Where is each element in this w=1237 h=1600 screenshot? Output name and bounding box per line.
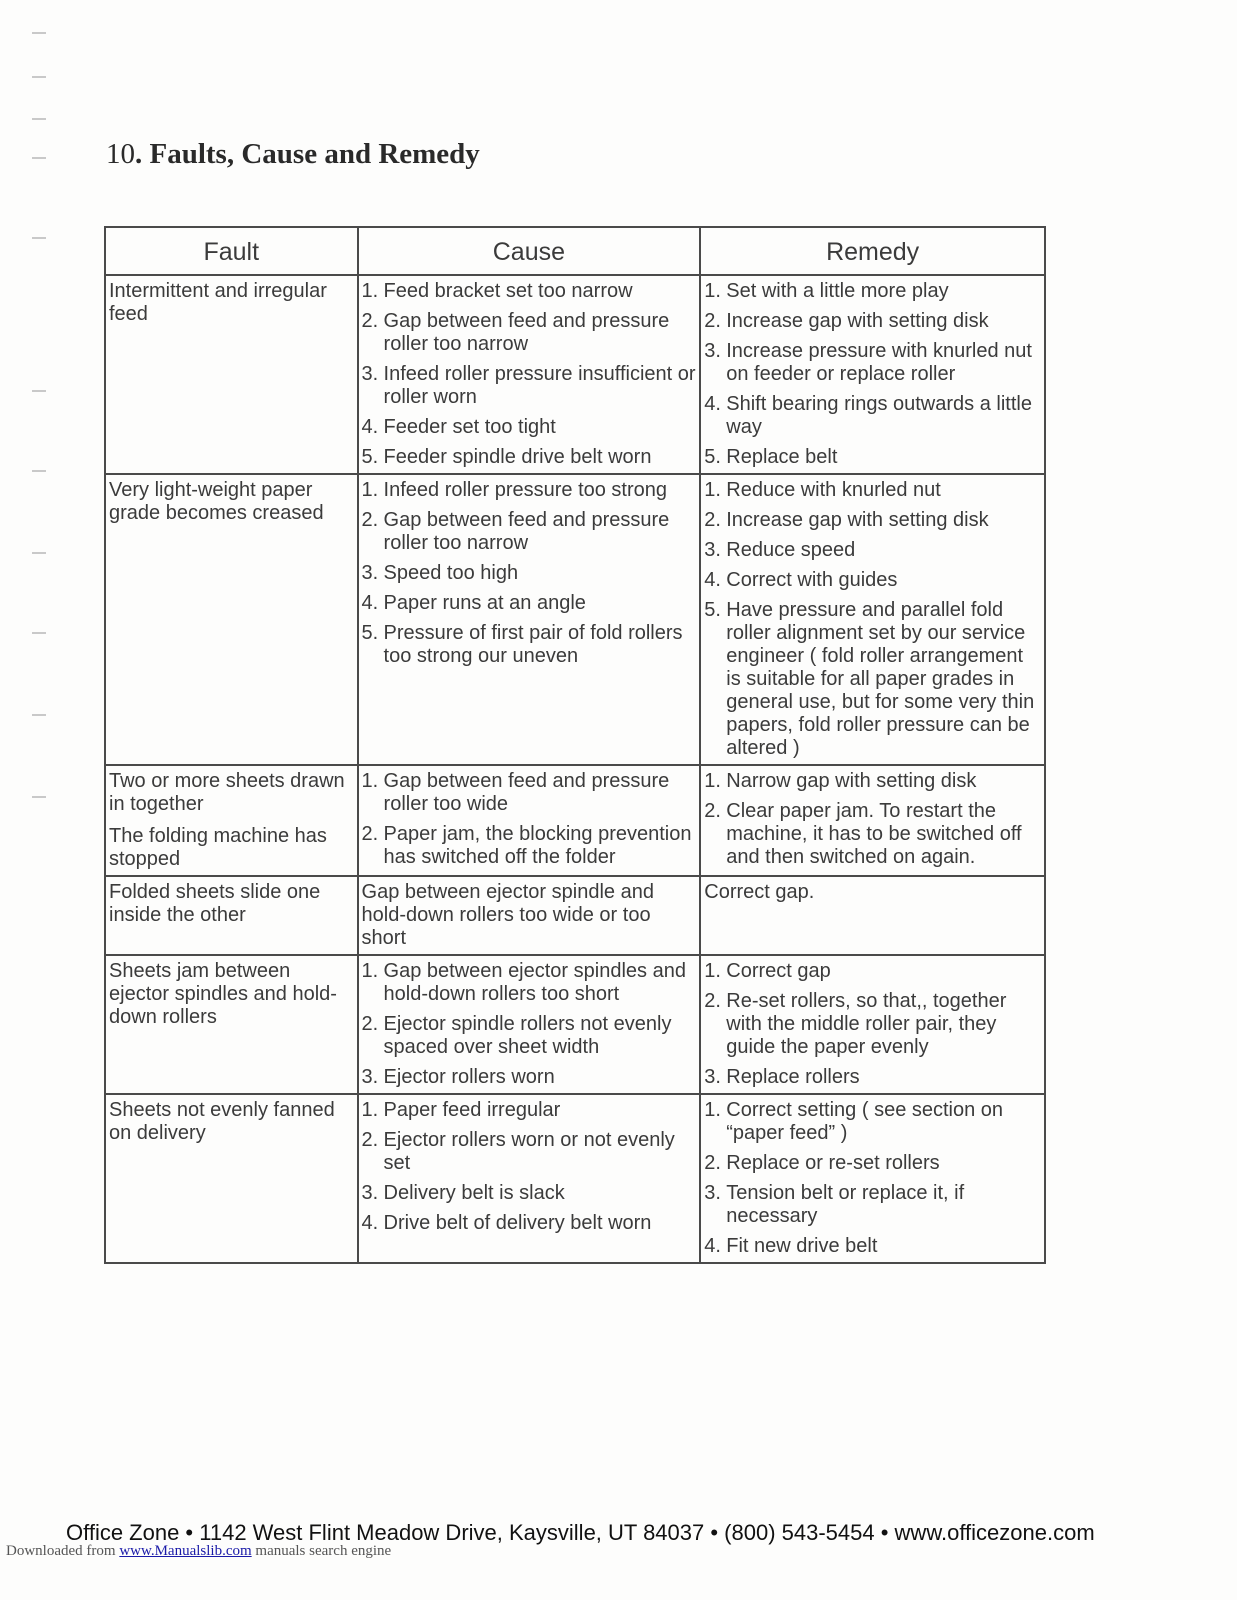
fault-cell [105,876,358,955]
page-title [106,138,480,171]
source-prefix: Downloaded from [6,1543,120,1559]
item-number: 4. [361,1212,379,1234]
remedy-text: Replace or re-set rollers [726,1152,940,1174]
list-item [704,310,1042,333]
remedy-text: Reduce speed [726,539,856,561]
item-number: 2. [361,1013,379,1035]
item-number: 4. [704,1235,721,1257]
item-number: 3. [704,1182,721,1204]
item-number: 2. [704,310,721,332]
cause-text: Gap between feed and pressure roller too narrow [383,509,670,554]
footer-company-line: Office Zone • 1142 West Flint Meadow Drive, Kaysville, UT 84037 • (800) 543-5454 • www.officezone.com [66,1520,1095,1545]
scan-artifact [32,32,46,34]
item-number: 1. [361,1099,379,1121]
cause-cell [358,955,701,1094]
remedy-text: Fit new drive belt [726,1235,878,1257]
table-row [105,1094,1045,1263]
list-item [362,1066,698,1089]
remedy-text: Have pressure and parallel fold roller alignment set by our service engineer ( fold roller arrangement is suitable for all paper grades in general use, but for some very thin papers, fold roller pressure can be altered ) [726,599,1035,759]
cause-list [362,770,698,869]
list-item [704,1152,1042,1175]
table-row [105,765,1045,876]
item-number: 3. [361,363,379,385]
cause-text: Paper feed irregular [383,1099,561,1121]
list-item [362,363,698,409]
list-item [704,340,1042,386]
cause-cell [358,876,701,955]
remedy-list [704,280,1042,469]
fault-cell [105,275,358,474]
cause-list [362,1099,698,1235]
fault-cell [105,1094,358,1263]
list-item [362,280,698,303]
item-number: 2. [361,1129,379,1151]
remedy-list [704,770,1042,869]
fault-text: Sheets not evenly fanned on delivery [109,1099,335,1144]
list-item [362,770,698,816]
cause-text: Feeder spindle drive belt worn [383,446,652,468]
header-cause: Cause [358,227,701,275]
list-item [362,446,698,469]
scan-artifact [32,470,46,472]
list-item [362,479,698,502]
item-number: 5. [704,446,721,468]
list-item [362,1129,698,1175]
header-fault: Fault [105,227,358,275]
fault-text: The folding machine has stopped [109,825,327,870]
remedy-text: Set with a little more play [726,280,949,302]
cause-text: Paper runs at an angle [383,592,586,614]
item-number: 3. [704,539,721,561]
list-item [362,416,698,439]
list-item [362,1182,698,1205]
remedy-text: Increase gap with setting disk [726,310,989,332]
cause-text: Drive belt of delivery belt worn [383,1212,652,1234]
scan-artifact [32,237,46,239]
cause-list [362,960,698,1089]
section-title: . Faults, Cause and Remedy [135,138,480,170]
item-number: 2. [704,800,721,822]
fault-text: Folded sheets slide one inside the other [109,881,321,926]
cause-text: Feeder set too tight [383,416,556,438]
list-item [704,960,1042,983]
item-number: 4. [361,592,379,614]
cause-text: Pressure of first pair of fold rollers too strong our uneven [383,622,683,667]
remedy-text: Shift bearing rings outwards a little way [726,393,1032,438]
table-row [105,955,1045,1094]
scan-artifact [32,796,46,798]
list-item [704,569,1042,592]
item-number: 5. [361,622,379,644]
list-item [362,562,698,585]
table-row [105,876,1045,955]
cause-list [362,280,698,469]
list-item [362,1013,698,1059]
scan-artifact [32,76,46,78]
fault-text: Very light-weight paper grade becomes creased [109,479,324,524]
item-number: 3. [361,562,379,584]
list-item [704,280,1042,303]
list-item [362,622,698,668]
remedy-cell [700,955,1045,1094]
remedy-text: Replace rollers [726,1066,860,1088]
list-item [704,990,1042,1059]
fault-cell [105,474,358,765]
fault-cell [105,955,358,1094]
source-suffix: manuals search engine [251,1543,392,1559]
item-number: 1. [361,280,379,302]
list-item [704,393,1042,439]
list-item [704,1235,1042,1258]
remedy-text: Tension belt or replace it, if necessary [726,1182,965,1227]
cause-text: Infeed roller pressure too strong [383,479,668,501]
cause-list [362,479,698,668]
list-item [704,539,1042,562]
list-item [704,1099,1042,1145]
cause-text: Speed too high [383,562,519,584]
remedy-text: Increase gap with setting disk [726,509,989,531]
item-number: 5. [704,599,721,621]
remedy-cell [700,1094,1045,1263]
list-item [362,310,698,356]
cause-text: Ejector rollers worn or not evenly set [383,1129,675,1174]
remedy-text: Narrow gap with setting disk [726,770,977,792]
cause-cell [358,275,701,474]
scan-artifact [32,714,46,716]
item-number: 3. [704,340,721,362]
cause-cell [358,474,701,765]
list-item [704,509,1042,532]
fault-text: Intermittent and irregular feed [109,280,327,325]
source-link[interactable]: www.Manualslib.com [119,1543,252,1559]
item-number: 4. [704,569,721,591]
section-number: 10 [106,138,135,170]
list-item [362,509,698,555]
scan-artifact [32,552,46,554]
list-item [704,800,1042,869]
remedy-text: Correct gap [726,960,831,982]
scan-artifact [32,118,46,120]
remedy-text: Replace belt [726,446,838,468]
item-number: 1. [361,770,379,792]
item-number: 1. [704,770,721,792]
table-row [105,275,1045,474]
list-item [704,1066,1042,1089]
item-number: 2. [704,990,721,1012]
remedy-cell [700,765,1045,876]
item-number: 2. [361,310,379,332]
item-number: 4. [361,416,379,438]
remedy-text: Re-set rollers, so that,, together with the middle roller pair, they guide the paper evenly [726,990,1007,1058]
list-item [704,479,1042,502]
table-row [105,474,1045,765]
remedy-list [704,1099,1042,1258]
list-item [704,1182,1042,1228]
remedy-text: Correct setting ( see section on “paper feed” ) [726,1099,1004,1144]
item-number: 1. [361,960,379,982]
item-number: 5. [361,446,379,468]
remedy-cell [700,474,1045,765]
list-item [362,1212,698,1235]
item-number: 1. [361,479,379,501]
item-number: 2. [361,823,379,845]
remedy-list [704,479,1042,760]
remedy-cell [700,275,1045,474]
list-item [704,446,1042,469]
cause-text: Gap between ejector spindle and hold-down rollers too wide or too short [361,881,654,949]
item-number: 2. [704,1152,721,1174]
cause-text: Gap between ejector spindles and hold-down rollers too short [383,960,686,1005]
list-item [362,592,698,615]
item-number: 1. [704,1099,721,1121]
scan-artifact [32,157,46,159]
fault-cell [105,765,358,876]
cause-text: Gap between feed and pressure roller too narrow [383,310,670,355]
item-number: 2. [704,509,721,531]
cause-text: Delivery belt is slack [383,1182,565,1204]
remedy-text: Clear paper jam. To restart the machine, it has to be switched off and then switched on again. [726,800,1022,868]
cause-text: Feed bracket set too narrow [383,280,633,302]
item-number: 3. [704,1066,721,1088]
item-number: 3. [361,1066,379,1088]
remedy-text: Increase pressure with knurled nut on feeder or replace roller [726,340,1032,385]
remedy-cell [700,876,1045,955]
source-note [6,1543,391,1560]
cause-text: Gap between feed and pressure roller too wide [383,770,670,815]
item-number: 3. [361,1182,379,1204]
list-item [704,599,1042,760]
list-item [362,823,698,869]
scan-artifact [32,390,46,392]
remedy-text: Reduce with knurled nut [726,479,941,501]
item-number: 1. [704,280,721,302]
faults-table [104,226,1046,1264]
scan-artifact [32,632,46,634]
item-number: 2. [361,509,379,531]
fault-text: Sheets jam between ejector spindles and hold-down rollers [109,960,337,1028]
item-number: 4. [704,393,721,415]
cause-text: Paper jam, the blocking prevention has switched off the folder [383,823,692,868]
item-number: 1. [704,960,721,982]
list-item [704,770,1042,793]
table-header-row [105,227,1045,275]
list-item [362,960,698,1006]
cause-cell [358,1094,701,1263]
remedy-list [704,960,1042,1089]
list-item [362,1099,698,1122]
cause-text: Ejector spindle rollers not evenly spaced over sheet width [383,1013,672,1058]
cause-text: Infeed roller pressure insufficient or roller worn [383,363,696,408]
remedy-text: Correct gap. [704,881,815,903]
cause-cell [358,765,701,876]
cause-text: Ejector rollers worn [383,1066,555,1088]
fault-text: Two or more sheets drawn in together [109,770,345,815]
table-body [105,275,1045,1263]
remedy-text: Correct with guides [726,569,898,591]
item-number: 1. [704,479,721,501]
header-remedy: Remedy [700,227,1045,275]
